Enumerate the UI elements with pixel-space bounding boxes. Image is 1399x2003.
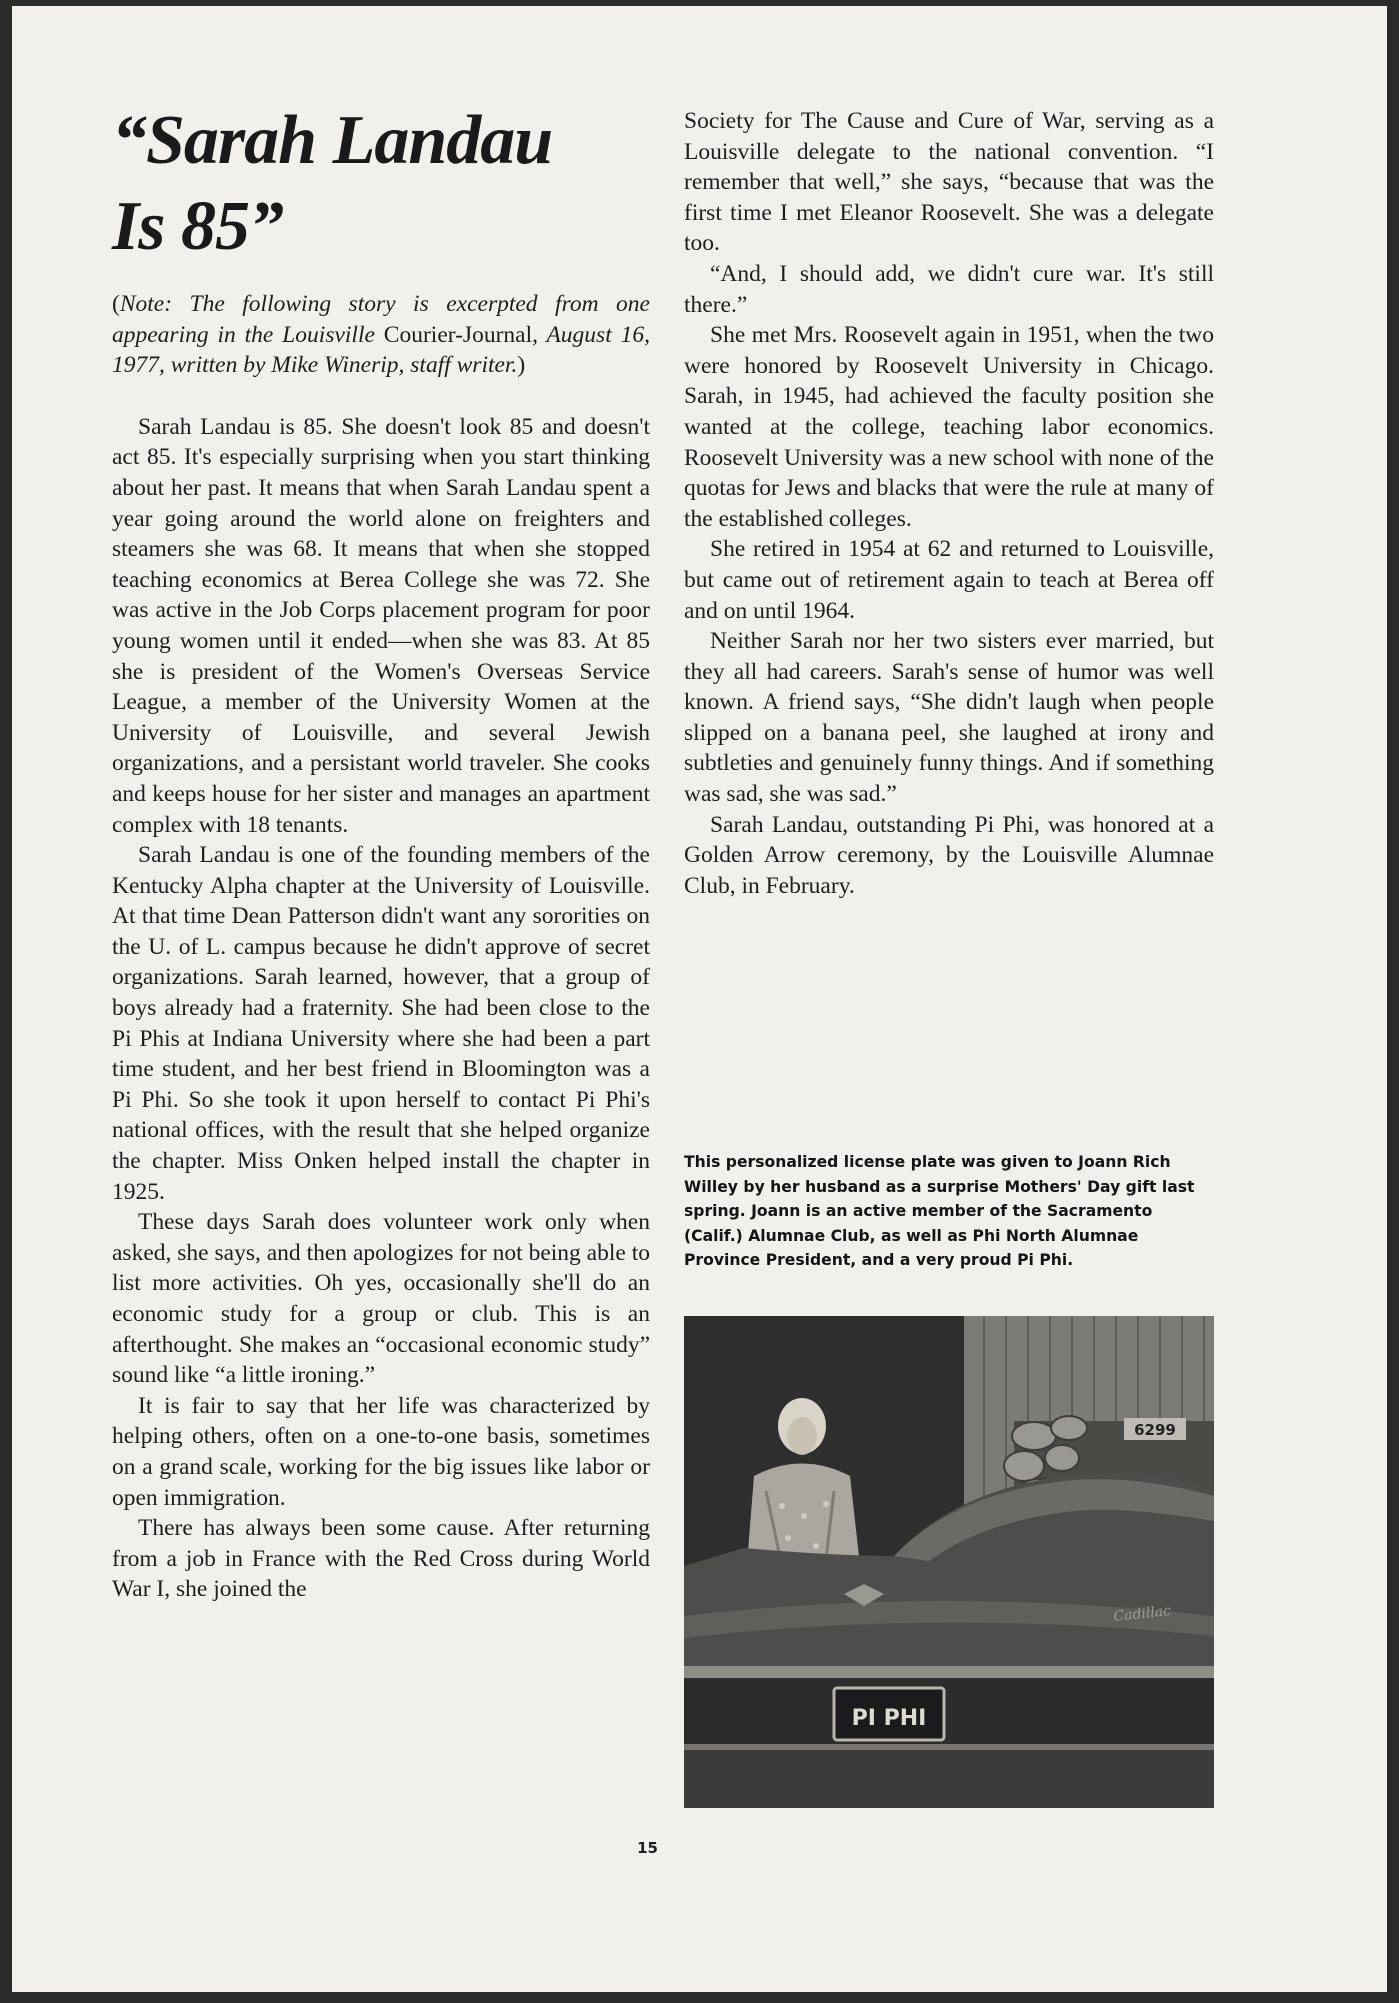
chrome-trim	[684, 1666, 1214, 1678]
paragraph: There has always been some cause. After returning from a job in France with the Red Cross during World War I, she joined the	[112, 1515, 650, 1603]
page-number: 15	[637, 1839, 658, 1857]
photo-caption: This personalized license plate was given to Joann Rich Willey by her husband as a surprise Mothers' Day gift last spring. Joann is an active member of the Sacramento (Calif.) Alumnae Club, as well as Phi North Alumnae Province President, and a very proud Pi Phi.	[684, 1153, 1195, 1270]
paragraph: Sarah Landau is 85. She doesn't look 85 and doesn't act 85. It's especially surprising when you start thinking about her past. It means that when Sarah Landau spent a year going around the world alone on freighters and steamers she was 68. It means that when she stopped teaching economics at Berea College she was 72. She was active in the Job Corps placement program for poor young women until it ended—when she was 83. At 85 she is president of the Women's Overseas Service League, a member of the University Women at the University of Louisville, and several Jewish organizations, and a persistant world traveler. She cooks and keeps house for her sister and manages an apartment complex with 18 tenants.	[112, 413, 650, 838]
right-column	[684, 106, 1214, 901]
paragraph: “And, I should add, we didn't cure war. It's still there.”	[684, 260, 1214, 318]
editor-note	[112, 289, 650, 381]
paragraph: Sarah Landau, outstanding Pi Phi, was honored at a Golden Arrow ceremony, by the Louisville Alumnae Club, in February.	[684, 811, 1214, 899]
rear-bumper	[684, 1746, 1214, 1808]
paragraph: Society for The Cause and Cure of War, serving as a Louisville delegate to the national convention. “I remember that well,” she says, “because that was the first time I met Eleanor Roosevelt. She was a delegate too.	[684, 108, 1214, 257]
left-column	[112, 289, 650, 1605]
title-line-2: Is 85”	[112, 188, 283, 265]
left-article-body	[112, 412, 650, 1605]
paragraph: She met Mrs. Roosevelt again in 1951, when the two were honored by Roosevelt University in Chicago. Sarah, in 1945, had achieved the faculty position she wanted at the college, teaching labor economics. Roosevelt University was a new school with none of the quotas for Jews and blacks that were the rule at many of the established colleges.	[684, 322, 1214, 532]
license-plate-photo	[684, 1316, 1214, 1808]
note-lead: Note: The following story is excerpted from one appearing in the Louisville	[112, 291, 650, 348]
note-newspaper: Courier-Journal,	[383, 321, 538, 348]
house-number: 6299	[1134, 1421, 1176, 1439]
note-rest: August 16, 1977, written by Mike Winerip, staff writer.	[112, 321, 650, 379]
paragraph: She retired in 1954 at 62 and returned to Louisville, but came out of retirement again to teach at Berea off and on until 1964.	[684, 536, 1214, 624]
title-line-1: “Sarah Landau	[112, 102, 553, 179]
paragraph: These days Sarah does volunteer work only when asked, she says, and then apologizes for not being able to list more activities. Oh yes, occasionally she'll do an economic study for a group or club. This is an afterthought. She makes an “occasional economic study” sound like “a little ironing.”	[112, 1209, 650, 1389]
note-open-paren: (	[112, 291, 120, 317]
photo-illustration	[684, 1316, 1214, 1808]
paragraph: It is fair to say that her life was characterized by helping others, often on a one-to-one basis, sometimes on a grand scale, working for the big issues like labor or open immigration.	[112, 1392, 650, 1511]
car-script: Cadillac	[1112, 1603, 1172, 1625]
bumper-shadow	[684, 1676, 1214, 1746]
paragraph: Sarah Landau is one of the founding members of the Kentucky Alpha chapter at the University of Louisville. At that time Dean Patterson didn't want any sororities on the U. of L. campus because he didn't approve of secret organizations. Sarah learned, however, that a group of boys already had a fraternity. She had been close to the Pi Phis at Indiana University where she had been a part time student, and her best friend in Bloomington was a Pi Phi. So she took it upon herself to contact Pi Phi's national offices, with the result that she helped organize the chapter. Miss Onken helped install the chapter in 1925.	[112, 842, 650, 1205]
paragraph: Neither Sarah nor her two sisters ever married, but they all had careers. Sarah's sense of humor was well known. A friend says, “She didn't laugh when people slipped on a banana peel, she laughed at irony and subtleties and genuinely funny things. And if something was sad, she was sad.”	[684, 628, 1214, 808]
magazine-page	[12, 6, 1387, 1992]
license-plate-text: PI PHI	[851, 1706, 927, 1731]
note-close-paren: )	[517, 352, 526, 379]
bumper-chrome	[684, 1744, 1214, 1750]
article-title	[112, 98, 672, 270]
